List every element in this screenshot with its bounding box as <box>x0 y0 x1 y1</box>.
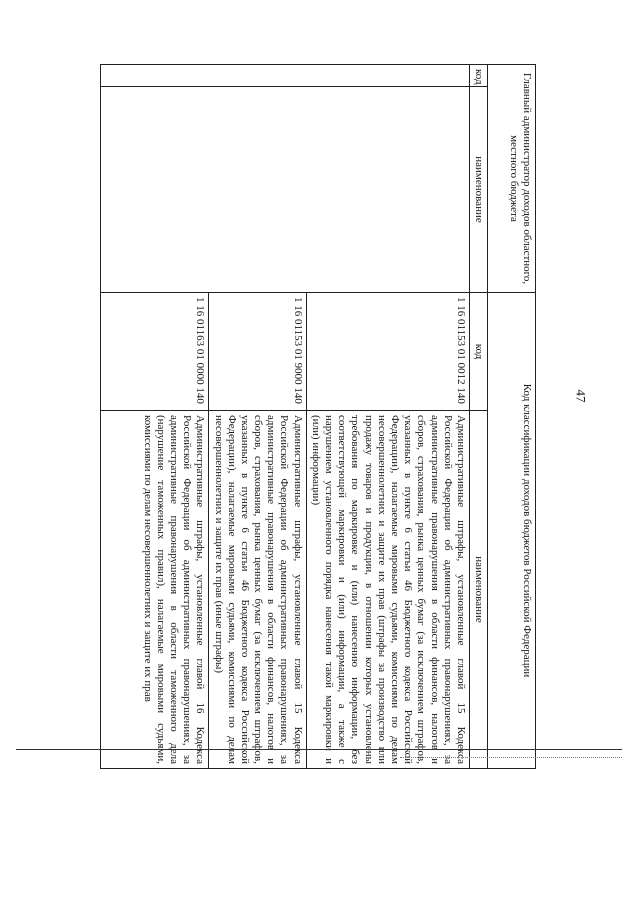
rotated-table-container <box>100 64 536 768</box>
classification-name-cell: Административные штрафы, установленные главой 15 Кодекса Российской Федерации об административных правонарушениях, за административные правонарушения в области финансов, налогов и сборов, страхования, рынка ценных бумаг (за исключением штрафов, указанных в пункте 6 статьи 46 Бюджетного кодекса Российской Федерации), налагаемые мировыми судьями, комиссиями по делам несовершеннолетних и защите их прав (штрафы за производство или продажу товаров и продукции, в отношении которых установлены требования по маркировке и (или) нанесению информации, без соответствующей маркировки и (или) информации, а также с нарушением установленного порядка нанесения такой маркировки и (или) информации) <box>306 411 469 769</box>
revenue-classification-table <box>100 64 536 769</box>
admin-code-header: код <box>469 65 487 87</box>
table-subheader-row <box>469 65 487 769</box>
page-number: 47 <box>573 389 589 403</box>
page-bottom-rule <box>16 749 622 750</box>
table-row <box>306 65 469 769</box>
classification-name-cell: Административные штрафы, установленные главой 15 Кодекса Российской Федерации об административных правонарушениях, за административные правонарушения в области финансов, налогов и сборов, страхования, рынка ценных бумаг (за исключением штрафов, указанных в пункте 6 статьи 46 Бюджетного кодекса Российской Федерации), налагаемые мировыми судьями, комиссиями по делам несовершеннолетних и защите их прав (иные штрафы) <box>209 411 306 769</box>
classification-header: Код классификации доходов бюджетов Российской Федерации <box>488 293 536 769</box>
classification-code-cell: 1 16 01153 01 9000 140 <box>209 293 306 411</box>
admin-name-cell <box>101 87 470 293</box>
classification-code-cell: 1 16 01163 01 0000 140 <box>101 293 209 411</box>
table-header-row <box>488 65 536 769</box>
class-name-header: наименование <box>469 411 487 769</box>
class-code-header: код <box>469 293 487 411</box>
admin-header: Главный администратор доходов областного, местного бюджета <box>488 65 536 293</box>
page-bottom-dotted-rule <box>400 757 622 758</box>
classification-code-cell: 1 16 01153 01 0012 140 <box>306 293 469 411</box>
admin-name-header: наименование <box>469 87 487 293</box>
classification-name-cell: Административные штрафы, установленные главой 16 Кодекса Российской Федерации об административных правонарушениях, за административные правонарушения в области таможенного дела (нарушение таможенных правил), налагаемые мировыми судьями, комиссиями по делам несовершеннолетних и защите их прав <box>101 411 209 769</box>
admin-code-cell <box>101 65 470 87</box>
